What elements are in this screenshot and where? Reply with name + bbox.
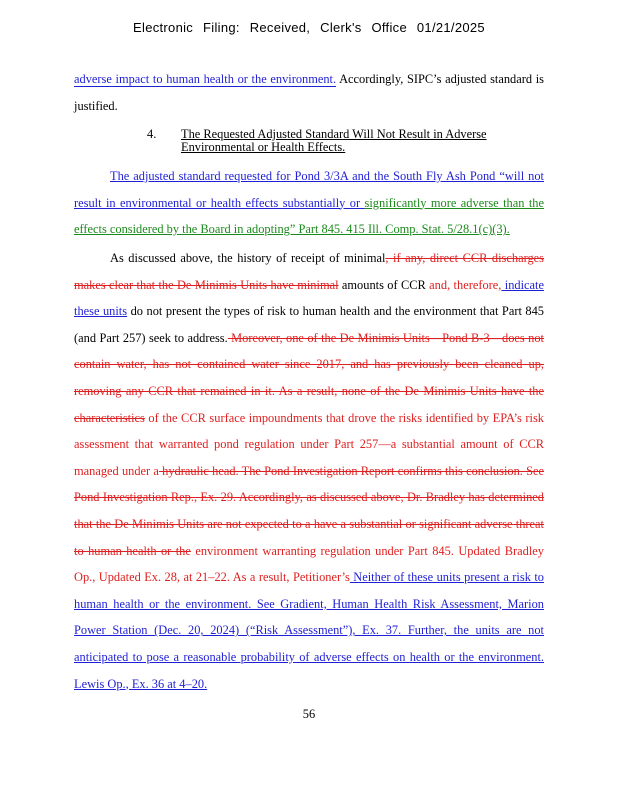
heading-title: The Requested Adjusted Standard Will Not Result in Adverse Environmental or Health Effects. <box>181 127 487 154</box>
paragraph-1 <box>74 66 544 119</box>
paragraph-3 <box>74 245 544 697</box>
filing-stamp: Electronic Filing: Received, Clerk's Office 01/21/2025 <box>133 20 485 35</box>
inserted-quote-green: significantly more adverse than the effects considered by the Board in adopting” Part 845. 415 Ill. Comp. Stat. 5/28.1(c)(3). <box>74 195 544 237</box>
inserted-text: Neither of these units present a risk to human health or the environment. See Gradient, Human Health Risk Assessment, Marion Power Station (Dec. 20, 2024) (“Risk Assessment”), Ex. 37. Further, the units are not anticipated to pose a reasonable probability of adverse effects on health or the environment. Lewis Op., Ex. 36 at 4–20. <box>74 570 544 691</box>
deleted-text: Moreover, one of the De Minimis Units—Pond B-3—does not contain water, has not contained water since 2017, and has previously been cleaned up, removing any CCR that remained in it. As a result, none of the De Minimis Units have the characteristics <box>74 330 545 425</box>
page-number: 56 <box>302 707 316 721</box>
inserted-text: and, therefore, <box>425 277 502 292</box>
paragraph-text: Accordingly, SIPC’s adjusted standard is justified. <box>74 72 544 113</box>
deleted-text: hydraulic head. The Pond Investigation Report confirms this conclusion. See Pond Investigation Rep., Ex. 29. Accordingly, as discussed above, Dr. Bradley has determined that the De Minimis Units are not expected to a have a substantial or significant adverse threat to human health or the <box>74 463 544 558</box>
inserted-text: environment warranting regulation under Part 845. Updated Bradley Op., Updated Ex. 28, at 21–22. As a result, Petitioner’s <box>74 543 544 585</box>
inserted-text: of the CCR surface impoundments that drove the risks identified by EPA’s risk assessment that warranted pond regulation under Part 257—a substantial amount of CCR managed under a <box>74 410 544 478</box>
text-segment: amounts of CCR <box>338 277 426 292</box>
text-segment: do not present the types of risk to human health and the environment that Part 845 (and Part 257) seek to address. <box>74 304 544 345</box>
heading-number: 4. <box>147 127 157 141</box>
inserted-text: indicate these units <box>74 277 544 319</box>
inserted-text: adverse impact to human health or the environment. <box>74 72 337 86</box>
inserted-quote-blue: The adjusted standard requested for Pond 3/3A and the South Fly Ash Pond “will not result in environmental or health effects substantially or <box>74 169 544 210</box>
text-segment: As discussed above, the history of receipt of minimal <box>110 251 386 265</box>
paragraph-2 <box>74 163 544 243</box>
deleted-text: , if any, direct CCR discharges makes clear that the De Minimis Units have minimal <box>74 251 544 292</box>
